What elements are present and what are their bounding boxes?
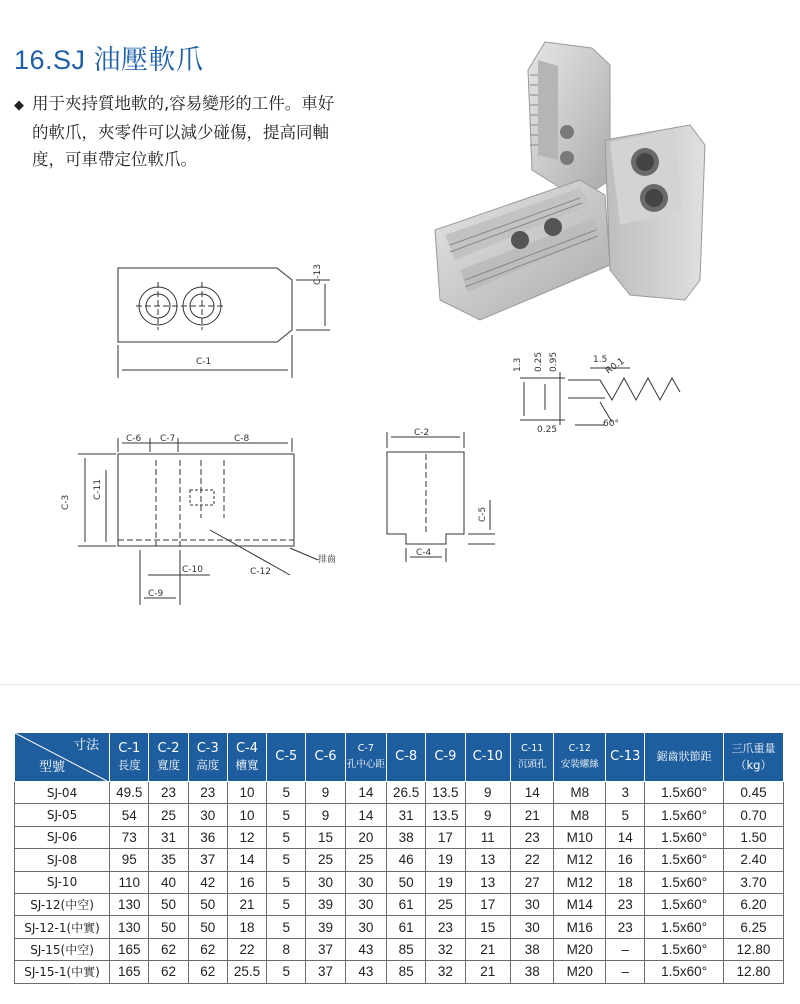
- table-row: [15, 826, 784, 848]
- table-cell: M8: [554, 782, 606, 804]
- table-cell: 5: [267, 916, 306, 938]
- table-cell: 32: [426, 961, 465, 983]
- table-cell: 10: [227, 804, 266, 826]
- table-header-row: [15, 733, 784, 782]
- table-cell: 1.5x60°: [645, 871, 724, 893]
- table-cell: M12: [554, 849, 606, 871]
- table-cell: 5: [267, 893, 306, 915]
- table-cell: 23: [606, 916, 645, 938]
- table-cell-model: SJ-06: [15, 826, 110, 848]
- table-cell: 35: [149, 849, 188, 871]
- table-cell: 1.5x60°: [645, 961, 724, 983]
- table-cell: 1.5x60°: [645, 893, 724, 915]
- table-cell: 62: [149, 961, 188, 983]
- table-cell: 23: [426, 916, 465, 938]
- table-cell: 15: [306, 826, 345, 848]
- table-cell-model: SJ-04: [15, 782, 110, 804]
- label-d095: 0.95: [549, 351, 559, 372]
- header-corner-bottom: 型號: [39, 760, 66, 775]
- table-cell: 46: [387, 849, 426, 871]
- table-cell: 25: [306, 849, 345, 871]
- table-body: [15, 782, 784, 984]
- table-cell: 19: [426, 871, 465, 893]
- table-cell: 11: [465, 826, 510, 848]
- label-serration: 排齒: [318, 555, 337, 565]
- table-cell: M20: [554, 938, 606, 960]
- table-cell: 13.5: [426, 782, 465, 804]
- table-cell: 31: [149, 826, 188, 848]
- table-cell: 38: [387, 826, 426, 848]
- label-c5: C-5: [478, 506, 488, 522]
- table-cell: 14: [511, 782, 554, 804]
- table-cell: 22: [227, 938, 266, 960]
- table-cell: 37: [306, 961, 345, 983]
- table-cell: 1.5x60°: [645, 938, 724, 960]
- description: [14, 90, 409, 173]
- table-cell: 37: [306, 938, 345, 960]
- table-cell: 23: [188, 782, 227, 804]
- table-row: [15, 804, 784, 826]
- table-cell: 1.5x60°: [645, 826, 724, 848]
- table-cell: 18: [227, 916, 266, 938]
- table-cell: 61: [387, 893, 426, 915]
- table-cell: 9: [306, 804, 345, 826]
- table-cell: 12: [227, 826, 266, 848]
- table-cell: 14: [345, 804, 386, 826]
- table-cell: 95: [110, 849, 149, 871]
- table-cell: 62: [188, 961, 227, 983]
- table-cell-model: SJ-08: [15, 849, 110, 871]
- header-pitch: 鋸齒狀節距: [645, 733, 724, 782]
- top-view: [118, 268, 330, 378]
- label-c7: C-7: [160, 434, 176, 444]
- table-cell: 39: [306, 916, 345, 938]
- table-cell: 85: [387, 961, 426, 983]
- table-cell: 13: [465, 871, 510, 893]
- label-c12: C-12: [250, 567, 271, 577]
- table-cell: M10: [554, 826, 606, 848]
- header-c1: C-1 長度: [110, 733, 149, 782]
- table-cell: 130: [110, 916, 149, 938]
- table-cell: 1.5x60°: [645, 849, 724, 871]
- header-c12: C-12 安裝螺絲: [554, 733, 606, 782]
- table-cell: M16: [554, 916, 606, 938]
- table-cell: 5: [606, 804, 645, 826]
- header-weight: 三爪重量 （kg）: [723, 733, 783, 782]
- table-cell: 10: [227, 782, 266, 804]
- table-cell: 37: [188, 849, 227, 871]
- table-cell: 5: [267, 782, 306, 804]
- table-cell: 165: [110, 938, 149, 960]
- table-cell: 14: [606, 826, 645, 848]
- table-cell: 50: [188, 893, 227, 915]
- table-row: [15, 893, 784, 915]
- label-d13: 1.3: [513, 357, 523, 372]
- table-cell: 21: [227, 893, 266, 915]
- spec-table: [14, 732, 784, 984]
- table-cell: 43: [345, 961, 386, 983]
- label-c3: C-3: [61, 494, 71, 510]
- table-cell: 16: [227, 871, 266, 893]
- table-cell: 0.45: [723, 782, 783, 804]
- label-d60: 60°: [603, 419, 619, 429]
- table-cell: 3.70: [723, 871, 783, 893]
- table-cell: 50: [149, 916, 188, 938]
- table-cell: 38: [511, 961, 554, 983]
- table-cell: 9: [306, 782, 345, 804]
- label-c9: C-9: [148, 589, 164, 599]
- table-cell-model: SJ-15-1(中實): [15, 961, 110, 983]
- table-cell: 8: [267, 938, 306, 960]
- table-cell: 22: [511, 849, 554, 871]
- table-cell: 38: [511, 938, 554, 960]
- table-cell: 30: [511, 916, 554, 938]
- table-cell: 5: [267, 871, 306, 893]
- table-cell: 21: [465, 961, 510, 983]
- header-c11: C-11 沉頭孔: [511, 733, 554, 782]
- label-c10: C-10: [182, 565, 203, 575]
- table-cell: 30: [188, 804, 227, 826]
- table-cell: 23: [511, 826, 554, 848]
- table-cell: 5: [267, 849, 306, 871]
- table-cell-model: SJ-15(中空): [15, 938, 110, 960]
- table-cell: 1.5x60°: [645, 804, 724, 826]
- label-dr01: R0.1: [603, 356, 627, 377]
- page-title: 16.SJ 油壓軟爪: [14, 45, 204, 75]
- table-cell: 20: [345, 826, 386, 848]
- table-cell: 1.5x60°: [645, 916, 724, 938]
- table-cell: 31: [387, 804, 426, 826]
- table-cell: 73: [110, 826, 149, 848]
- table-cell: 14: [227, 849, 266, 871]
- header-c3: C-3 高度: [188, 733, 227, 782]
- desc-line-2: 的軟爪，夾零件可以減少碰傷，提高同軸: [32, 123, 329, 142]
- jaw-front: [435, 180, 610, 320]
- table-cell: 30: [511, 893, 554, 915]
- label-c13: C-13: [313, 264, 323, 285]
- table-cell: 50: [149, 893, 188, 915]
- label-d025a: 0.25: [534, 351, 544, 372]
- table-cell: 16: [606, 849, 645, 871]
- table-row: [15, 782, 784, 804]
- table-cell: 62: [149, 938, 188, 960]
- table-cell: 2.40: [723, 849, 783, 871]
- section-divider: [0, 684, 800, 685]
- table-cell-model: SJ-05: [15, 804, 110, 826]
- table-row: [15, 871, 784, 893]
- table-row: [15, 938, 784, 960]
- table-cell: 30: [345, 893, 386, 915]
- table-cell: 61: [387, 916, 426, 938]
- table-cell: M8: [554, 804, 606, 826]
- product-photo: [420, 30, 710, 330]
- table-cell: 40: [149, 871, 188, 893]
- table-cell: 23: [149, 782, 188, 804]
- table-cell: 62: [188, 938, 227, 960]
- table-cell: 17: [426, 826, 465, 848]
- label-c2: C-2: [414, 428, 430, 438]
- header-c2: C-2 寬度: [149, 733, 188, 782]
- table-cell-model: SJ-10: [15, 871, 110, 893]
- table-cell: 25: [426, 893, 465, 915]
- label-c8: C-8: [234, 434, 250, 444]
- table-cell: 30: [345, 916, 386, 938]
- table-cell: 12.80: [723, 961, 783, 983]
- table-cell: M20: [554, 961, 606, 983]
- table-cell: 21: [465, 938, 510, 960]
- label-c6: C-6: [126, 434, 142, 444]
- table-cell: 1.50: [723, 826, 783, 848]
- table-cell: 36: [188, 826, 227, 848]
- table-cell: M14: [554, 893, 606, 915]
- table-cell: 39: [306, 893, 345, 915]
- header-c6: C-6: [306, 733, 345, 782]
- table-cell: 42: [188, 871, 227, 893]
- header-c10: C-10: [465, 733, 510, 782]
- desc-line-3: 度，可車帶定位軟爪。: [32, 150, 197, 169]
- table-row: [15, 961, 784, 983]
- table-row: [15, 849, 784, 871]
- table-cell: 18: [606, 871, 645, 893]
- table-cell: –: [606, 938, 645, 960]
- side-view: [387, 432, 495, 562]
- table-cell: 13: [465, 849, 510, 871]
- table-cell: 43: [345, 938, 386, 960]
- table-cell: 50: [188, 916, 227, 938]
- header-c8: C-8: [387, 733, 426, 782]
- table-cell: 6.25: [723, 916, 783, 938]
- table-cell: 49.5: [110, 782, 149, 804]
- bullet-icon: ◆: [14, 98, 24, 113]
- header-corner-top: 寸法: [73, 738, 100, 753]
- table-cell: 5: [267, 826, 306, 848]
- header-c9: C-9: [426, 733, 465, 782]
- header-c13: C-13: [606, 733, 645, 782]
- table-cell: 110: [110, 871, 149, 893]
- front-view: [78, 438, 318, 605]
- table-cell-model: SJ-12(中空): [15, 893, 110, 915]
- table-cell-model: SJ-12-1(中實): [15, 916, 110, 938]
- header-c4: C-4 槽寬: [227, 733, 266, 782]
- table-cell: M12: [554, 871, 606, 893]
- table-row: [15, 916, 784, 938]
- table-cell: 27: [511, 871, 554, 893]
- table-cell: 5: [267, 804, 306, 826]
- header-corner: [15, 733, 110, 782]
- table-cell: 3: [606, 782, 645, 804]
- table-cell: 9: [465, 804, 510, 826]
- table-cell: 23: [606, 893, 645, 915]
- jaw-right: [605, 125, 705, 300]
- label-c4: C-4: [416, 548, 432, 558]
- table-cell: –: [606, 961, 645, 983]
- table-cell: 25: [345, 849, 386, 871]
- label-c1: C-1: [196, 357, 212, 367]
- table-cell: 21: [511, 804, 554, 826]
- table-cell: 14: [345, 782, 386, 804]
- header-c7: C-7 孔中心距: [345, 733, 386, 782]
- table-cell: 165: [110, 961, 149, 983]
- table-cell: 17: [465, 893, 510, 915]
- jaw-back: [528, 42, 610, 200]
- label-c11: C-11: [93, 479, 103, 500]
- table-cell: 15: [465, 916, 510, 938]
- desc-line-1: 用于夾持質地軟的,容易變形的工件。車好: [32, 94, 335, 113]
- table-cell: 0.70: [723, 804, 783, 826]
- table-cell: 19: [426, 849, 465, 871]
- table-cell: 32: [426, 938, 465, 960]
- label-d15: 1.5: [593, 355, 608, 365]
- table-cell: 50: [387, 871, 426, 893]
- table-cell: 85: [387, 938, 426, 960]
- table-cell: 54: [110, 804, 149, 826]
- header-c5: C-5: [267, 733, 306, 782]
- table-cell: 25.5: [227, 961, 266, 983]
- table-cell: 9: [465, 782, 510, 804]
- table-cell: 6.20: [723, 893, 783, 915]
- table-cell: 25: [149, 804, 188, 826]
- table-cell: 30: [345, 871, 386, 893]
- table-cell: 13.5: [426, 804, 465, 826]
- tooth-detail: [520, 368, 680, 425]
- table-cell: 12.80: [723, 938, 783, 960]
- label-d025b: 0.25: [537, 425, 558, 435]
- table-cell: 1.5x60°: [645, 782, 724, 804]
- table-cell: 5: [267, 961, 306, 983]
- table-cell: 26.5: [387, 782, 426, 804]
- table-cell: 130: [110, 893, 149, 915]
- table-cell: 30: [306, 871, 345, 893]
